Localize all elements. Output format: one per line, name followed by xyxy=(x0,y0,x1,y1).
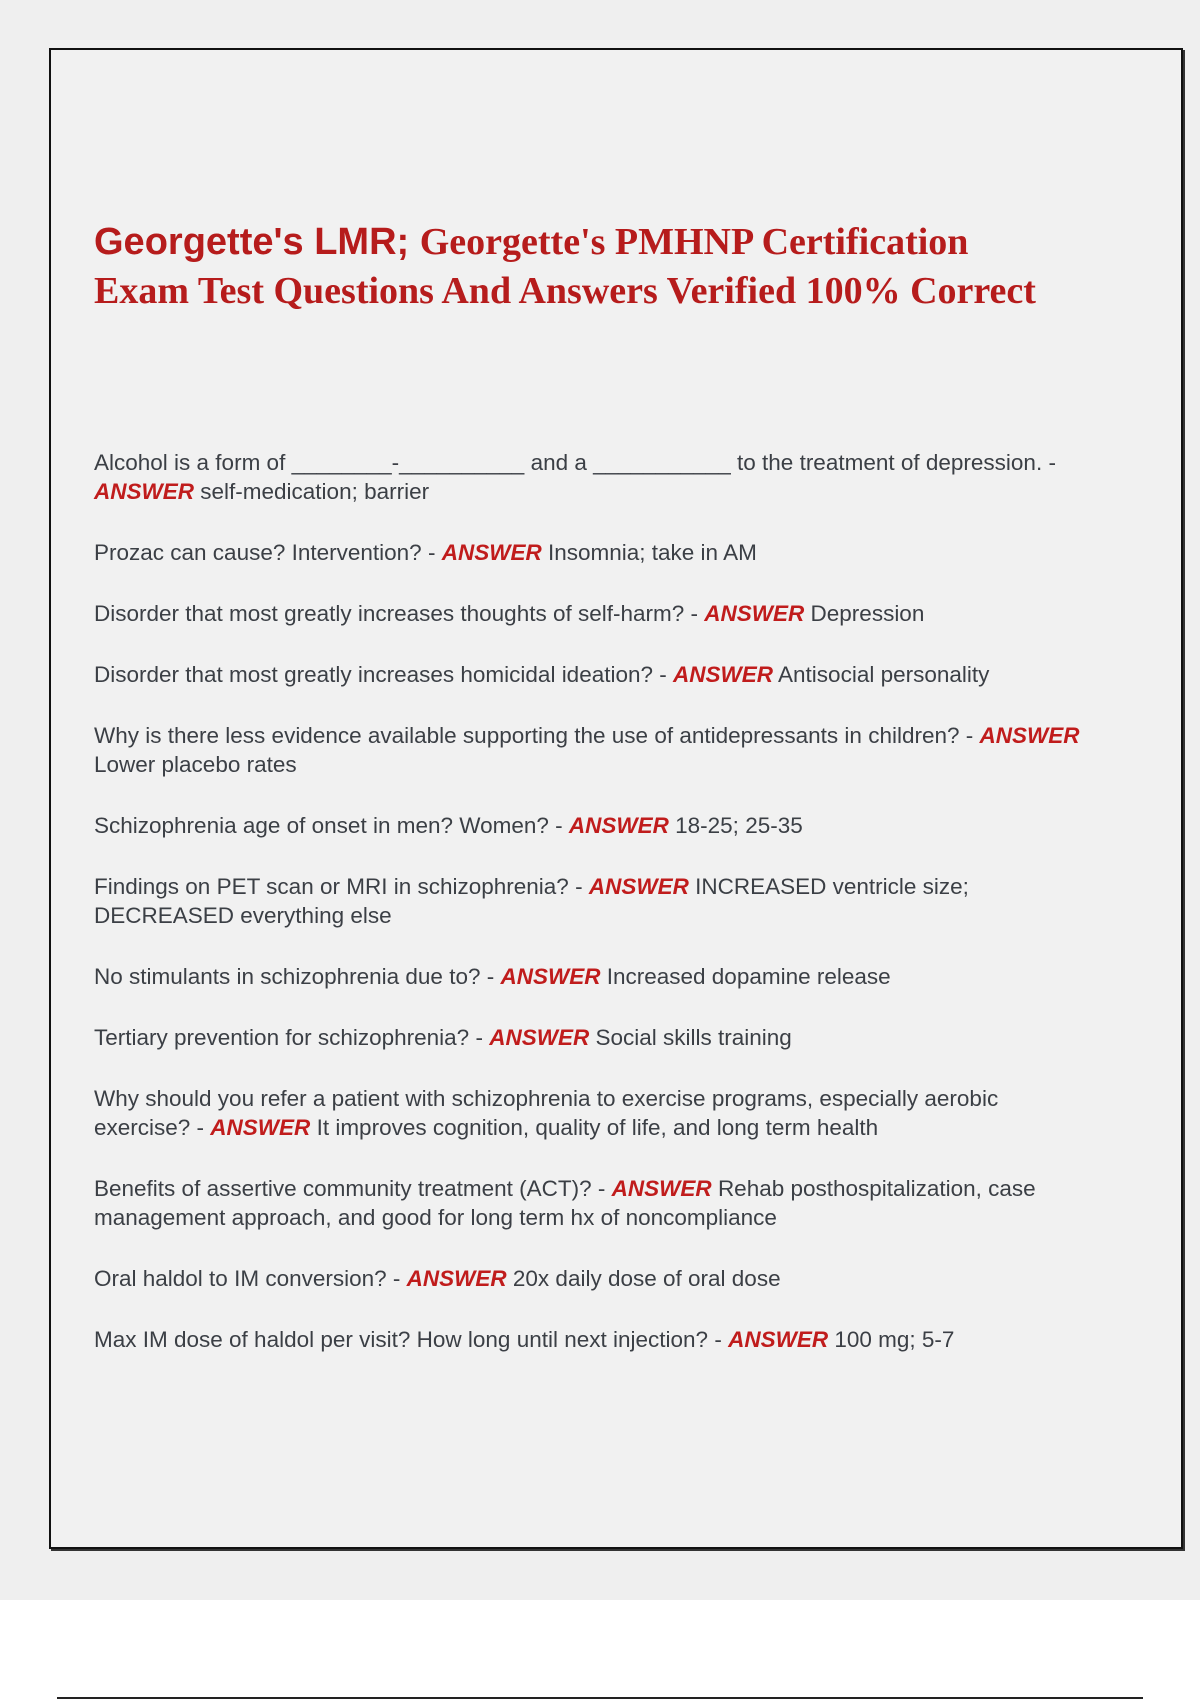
qa-item xyxy=(94,1023,1084,1052)
question-text: Disorder that most greatly increases thoughts of self-harm? - xyxy=(94,601,705,626)
qa-item xyxy=(94,1264,1084,1293)
qa-item xyxy=(94,599,1084,628)
answer-label: ANSWER xyxy=(441,540,542,565)
question-text: Oral haldol to IM conversion? - xyxy=(94,1266,407,1291)
question-text: Alcohol is a form of ________-__________ and a ___________ to the treatment of depression. - xyxy=(94,450,1056,475)
answer-text: Antisocial personality xyxy=(778,662,990,687)
answer-label: ANSWER xyxy=(568,813,669,838)
answer-text: INCREASED ventricle size; DECREASED everything else xyxy=(94,874,969,928)
answer-label: ANSWER xyxy=(728,1327,829,1352)
question-text: Prozac can cause? Intervention? - xyxy=(94,540,442,565)
answer-label: ANSWER xyxy=(406,1266,507,1291)
qa-item xyxy=(94,1084,1084,1142)
answer-label: ANSWER xyxy=(979,723,1080,748)
qa-item xyxy=(94,448,1084,506)
answer-label: ANSWER xyxy=(704,601,805,626)
question-text: Benefits of assertive community treatment (ACT)? - xyxy=(94,1176,612,1201)
answer-label: ANSWER xyxy=(94,479,194,504)
answer-label: ANSWER xyxy=(673,662,774,687)
question-text: Schizophrenia age of onset in men? Women? - xyxy=(94,813,569,838)
answer-text: Insomnia; take in AM xyxy=(547,540,757,565)
answer-label: ANSWER xyxy=(611,1176,712,1201)
title-lead: Georgette's LMR; xyxy=(94,221,420,263)
answer-text: Lower placebo rates xyxy=(94,752,297,777)
question-text: Tertiary prevention for schizophrenia? - xyxy=(94,1025,490,1050)
answer-text: self-medication; barrier xyxy=(200,479,430,504)
qa-item xyxy=(94,1174,1084,1232)
question-text: No stimulants in schizophrenia due to? - xyxy=(94,964,501,989)
answer-text: Depression xyxy=(810,601,925,626)
qa-item xyxy=(94,872,1084,930)
answer-label: ANSWER xyxy=(588,874,689,899)
document-title xyxy=(94,218,1054,316)
answer-text: Increased dopamine release xyxy=(606,964,891,989)
qa-item xyxy=(94,538,1084,567)
question-text: Why is there less evidence available supporting the use of antidepressants in children? - xyxy=(94,723,980,748)
qa-item xyxy=(94,660,1084,689)
question-text: Max IM dose of haldol per visit? How long until next injection? - xyxy=(94,1327,729,1352)
qa-item xyxy=(94,962,1084,991)
answer-text: Rehab posthospitalization, case management approach, and good for long term hx of noncompliance xyxy=(94,1176,1036,1230)
answer-text: Social skills training xyxy=(595,1025,792,1050)
qa-item xyxy=(94,721,1084,779)
answer-label: ANSWER xyxy=(489,1025,590,1050)
answer-text: 100 mg; 5-7 xyxy=(834,1327,955,1352)
answer-text: It improves cognition, quality of life, and long term health xyxy=(316,1115,879,1140)
answer-text: 18-25; 25-35 xyxy=(675,813,803,838)
question-text: Disorder that most greatly increases homicidal ideation? - xyxy=(94,662,674,687)
title-rest: Georgette's PMHNP Certification Exam Test Questions And Answers Verified 100% Correct xyxy=(94,221,1036,312)
answer-label: ANSWER xyxy=(500,964,601,989)
qa-item xyxy=(94,1325,1084,1354)
bottom-divider xyxy=(57,1697,1143,1699)
qa-list xyxy=(94,448,1084,1386)
answer-label: ANSWER xyxy=(210,1115,311,1140)
question-text: Why should you refer a patient with schizophrenia to exercise programs, especially aerobic exercise? - xyxy=(94,1086,999,1140)
qa-item xyxy=(94,811,1084,840)
answer-text: 20x daily dose of oral dose xyxy=(512,1266,781,1291)
question-text: Findings on PET scan or MRI in schizophrenia? - xyxy=(94,874,589,899)
